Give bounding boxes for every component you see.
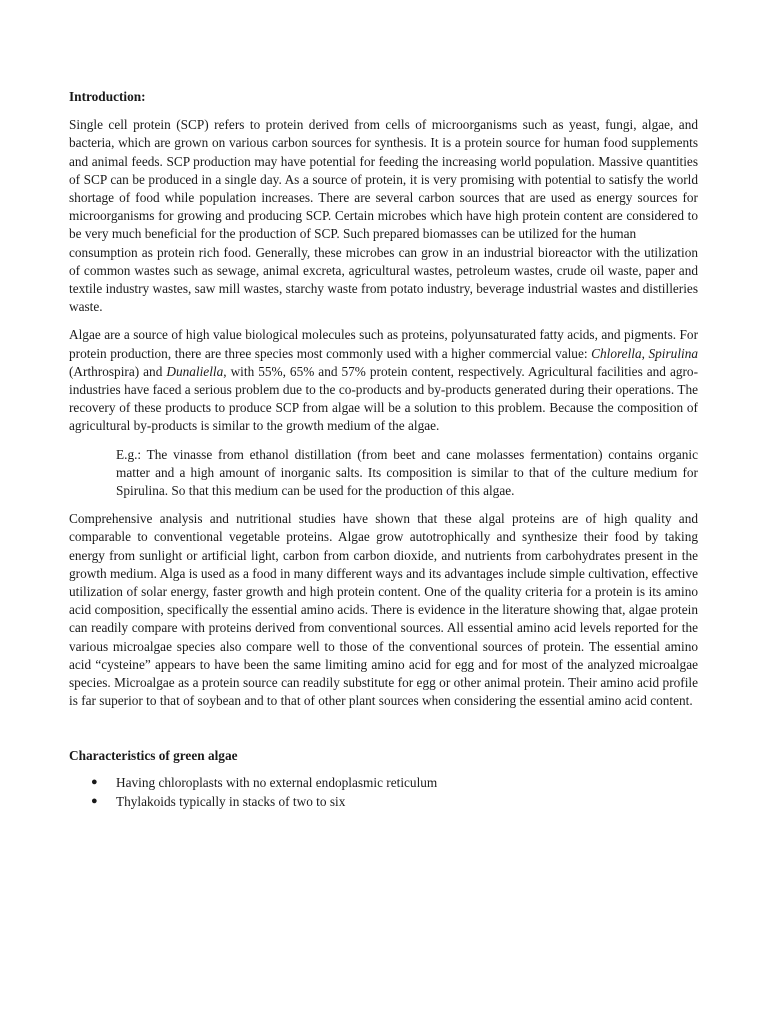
paragraph-algae-text-3: , with 55%, 65% and 57% protein content, respectively. Agricultural facilities and agro-industries have faced a serious problem due to the co-products and by-products generated during their operations. The recovery of these products to produce SCP from algae will be a solution to this problem. Because the composition of agricultural by-products is similar to the growth medium of the algae. (69, 363, 698, 434)
document-body (69, 88, 698, 811)
species-spirulina: Spirulina (648, 345, 698, 361)
paragraph-scp-definition-part1: Single cell protein (SCP) refers to protein derived from cells of microorganisms such as yeast, fungi, algae, and bacteria, which are grown on various carbon sources for synthesis. It is a protein source for human food supplements and animal feeds. SCP production may have potential for feeding the increasing world population. Massive quantities of SCP can be produced in a single day. As a source of protein, it is very promising with potential to satisfy the world shortage of food while population increases. There are several carbon sources that are used as energy sources for microorganisms for growing and producing SCP. Certain microbes which have high protein content are considered to be very much beneficial for the production of SCP. Such prepared biomasses can be utilized for the human (69, 117, 698, 242)
paragraph-scp-definition-part2: consumption as protein rich food. Generally, these microbes can grow in an industrial bioreactor with the utilization of common wastes such as sewage, animal excreta, agricultural wastes, petroleum wastes, crude oil waste, paper and textile industry wastes, saw mill wastes, starchy waste from potato industry, beverage industrial wastes and distilleries waste. (69, 244, 698, 315)
list-item (69, 792, 698, 811)
example-vinasse: E.g.: The vinasse from ethanol distillation (from beet and cane molasses fermentation) contains organic matter and a high amount of inorganic salts. Its composition is similar to that of the culture medium for Spirulina. So that this medium can be used for the production of this algae. (116, 446, 698, 499)
heading-introduction: Introduction: (69, 89, 146, 104)
species-separator: , (641, 345, 649, 361)
paragraph-algae-source (69, 326, 698, 435)
paragraph-nutritional-studies: Comprehensive analysis and nutritional studies have shown that these algal proteins are of high quality and comparable to conventional vegetable proteins. Algae grow autotrophically and synthesize their food by taking energy from sunlight or artificial light, carbon from carbon dioxide, and nutrients from carbohydrates present in the growth medium. Alga is used as a food in many different ways and its advantages include simple cultivation, effective utilization of solar energy, faster growth and high protein content. One of the quality criteria for a protein is its amino acid composition, specifically the essential amino acids. There is evidence in the literature showing that, algae protein can readily compare with proteins derived from conventional sources. All essential amino acid levels reported for the various microalgae species also compare well to those of the conventional sources of protein. The essential amino acid “cysteine” appears to have been the same limiting amino acid for egg and for most of the analyzed microalgae species. Microalgae as a protein source can readily substitute for egg or other animal protein. Their amino acid profile is far superior to that of soybean and to that of other plant sources when considering the essential amino acid content. (69, 511, 698, 709)
paragraph-algae-text-1: Algae are a source of high value biological molecules such as proteins, polyunsaturated fatty acids, and pigments. For protein production, there are three species most commonly used with a higher commercial value: (69, 327, 698, 361)
list-item-text: Having chloroplasts with no external endoplasmic reticulum (116, 774, 438, 790)
species-chlorella: Chlorella (591, 345, 642, 361)
species-dunaliella: Dunaliella (166, 363, 224, 379)
bullet-icon: ● (91, 775, 98, 788)
list-item-text: Thylakoids typically in stacks of two to six (116, 793, 346, 809)
paragraph-scp-definition (69, 116, 698, 316)
heading-characteristics: Characteristics of green algae (69, 747, 238, 763)
bullet-icon: ● (91, 794, 98, 807)
paragraph-algae-text-2: (Arthrospira) and (69, 363, 167, 379)
characteristics-list (69, 773, 698, 811)
list-item (69, 773, 698, 792)
